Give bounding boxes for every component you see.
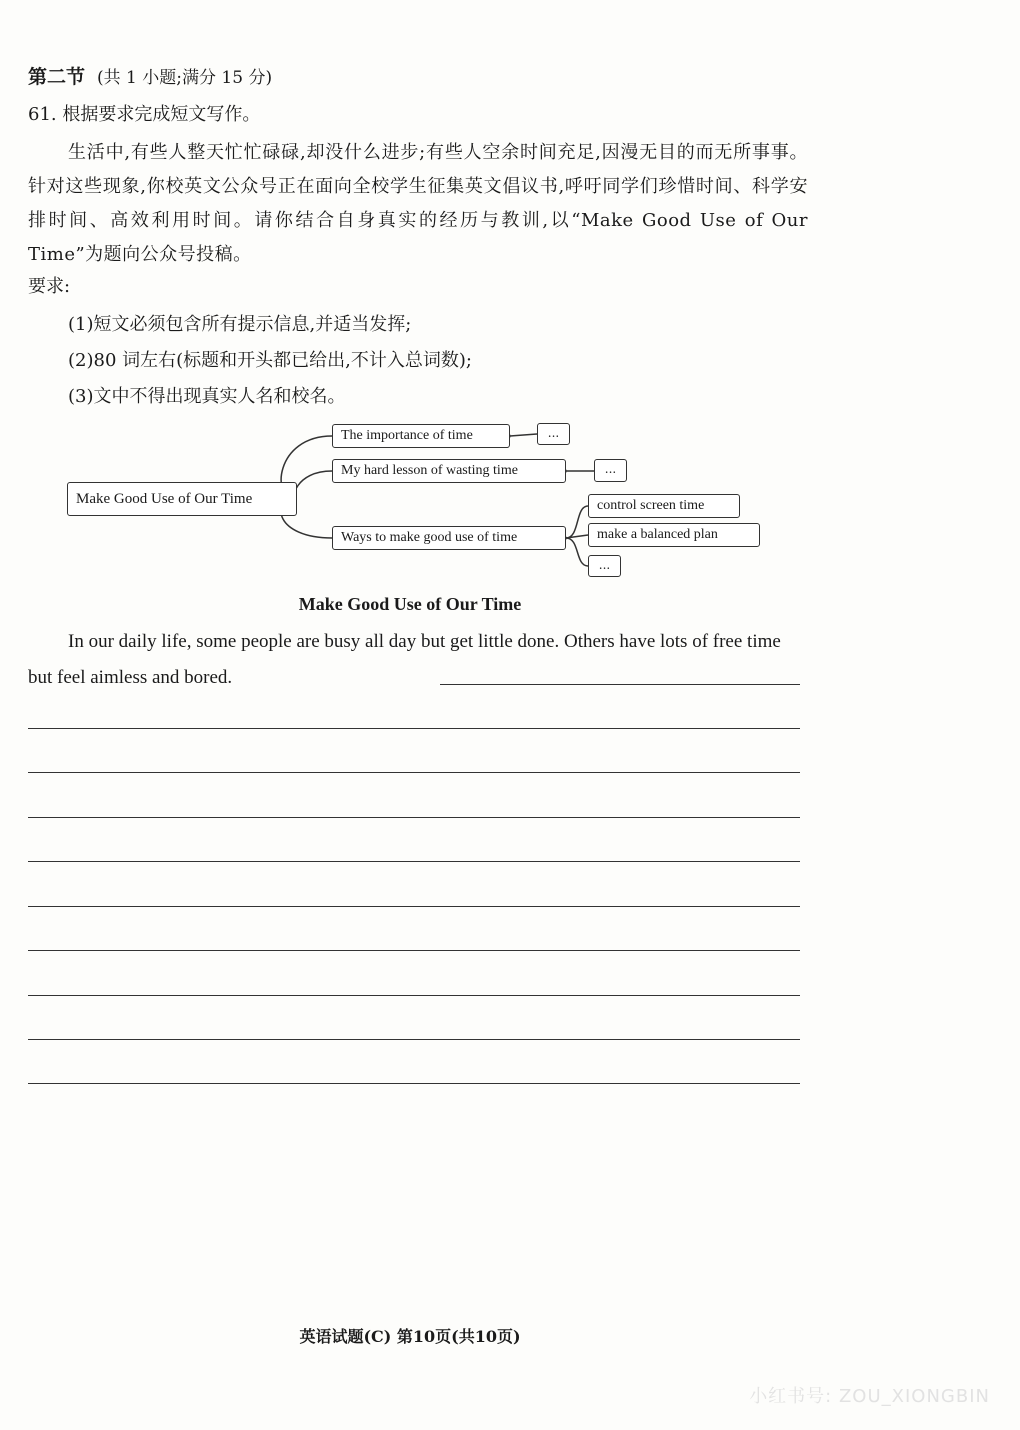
prompt-paragraph: 生活中,有些人整天忙忙碌碌,却没什么进步;有些人空余时间充足,因漫无目的而无所事事。针对这些现象,你校英文公众号正在面向全校学生征集英文倡议书,呼吁同学们珍惜时间、科学安排时间、高效利用时间。请你结合自身真实的经历与教训,以“Make Good Use of Our Time”为题向公众号投稿。: [28, 142, 808, 265]
section-title: 第二节 (共 1 小题;满分 15 分): [28, 66, 273, 88]
writing-line[interactable]: [440, 684, 800, 685]
section-subtitle: (共 1 小题;满分 15 分): [97, 68, 273, 88]
mind-map-root: Make Good Use of Our Time: [67, 482, 297, 516]
writing-line[interactable]: [28, 772, 800, 773]
mind-map-leaf: ...: [537, 423, 570, 445]
mind-map-leaf: ...: [594, 459, 627, 482]
requirement-item: (2)80 词左右(标题和开头都已给出,不计入总词数);: [68, 350, 472, 371]
requirements-heading: 要求:: [28, 276, 71, 297]
writing-line[interactable]: [28, 861, 800, 862]
writing-line[interactable]: [28, 817, 800, 818]
mind-map-leaf: ...: [588, 555, 621, 577]
writing-line[interactable]: [28, 995, 800, 996]
writing-line[interactable]: [28, 1083, 800, 1084]
page-footer: 英语试题(C) 第10页(共10页): [299, 1327, 521, 1346]
mind-map-branch: My hard lesson of wasting time: [332, 459, 566, 483]
requirement-item: (1)短文必须包含所有提示信息,并适当发挥;: [68, 314, 412, 335]
writing-line[interactable]: [28, 950, 800, 951]
writing-line[interactable]: [28, 906, 800, 907]
essay-opening: In our daily life, some people are busy all day but get little done. Others have lots of free time but feel aimless and bored.: [28, 631, 781, 688]
writing-line[interactable]: [28, 728, 800, 729]
mind-map-leaf: make a balanced plan: [588, 523, 760, 547]
mind-map-leaf: control screen time: [588, 494, 740, 518]
watermark: 小红书号: ZOU_XIONGBIN: [749, 1386, 990, 1407]
mind-map-branch: Ways to make good use of time: [332, 526, 566, 550]
mind-map-branch: The importance of time: [332, 424, 510, 448]
writing-line[interactable]: [28, 1039, 800, 1040]
essay-title: Make Good Use of Our Time: [298, 594, 522, 614]
question-number: 61. 根据要求完成短文写作。: [28, 104, 261, 125]
requirement-item: (3)文中不得出现真实人名和校名。: [68, 386, 346, 407]
